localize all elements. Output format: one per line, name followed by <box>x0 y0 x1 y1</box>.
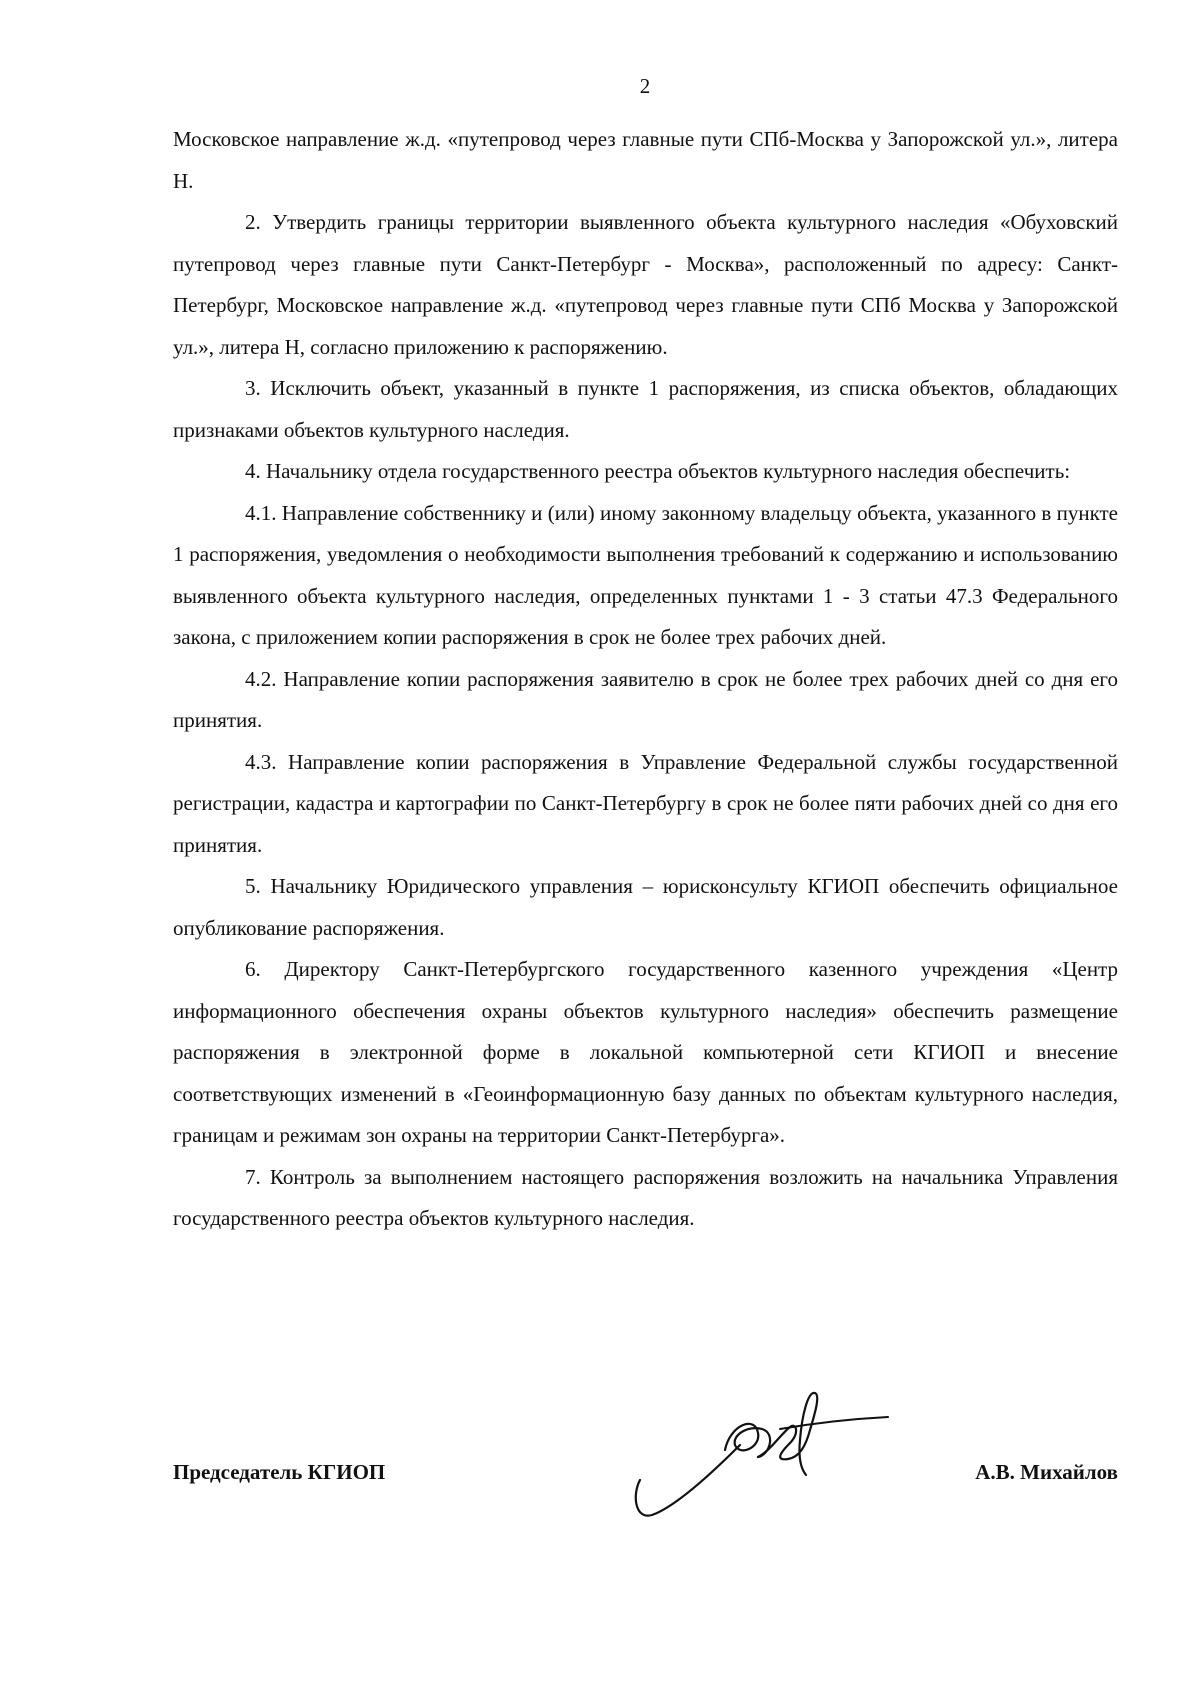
paragraph-item-2: 2. Утвердить границы территории выявленного объекта культурного наследия «Обуховский путепровод через главные пути Санкт-Петербург - Москва», расположенный по адресу: Санкт-Петербург, Московское направление ж.д. «путепровод через главные пути СПб Москва у Запорожской ул.», литера Н, согласно приложению к распоряжению. <box>173 210 1118 359</box>
paragraph-continuation: Московское направление ж.д. «путепровод через главные пути СПб-Москва у Запорожской ул.», литера Н. <box>173 127 1118 193</box>
paragraph-item-4-3: 4.3. Направление копии распоряжения в Управление Федеральной службы государственной регистрации, кадастра и картографии по Санкт-Петербургу в срок не более пяти рабочих дней со дня его принятия. <box>173 749 1118 857</box>
paragraph-item-4-1: 4.1. Направление собственнику и (или) иному законному владельцу объекта, указанного в пункте 1 распоряжения, уведомления о необходимости выполнения требований к содержанию и использованию выявленного объекта культурного наследия, определенных пунктами 1 - 3 статьи 47.3 Федерального закона, с приложением копии распоряжения в срок не более трех рабочих дней. <box>173 500 1118 649</box>
page-number: 2 <box>639 74 651 98</box>
paragraph-item-4-2: 4.2. Направление копии распоряжения заявителю в срок не более трех рабочих дней со дня его принятия. <box>173 666 1118 732</box>
signatory-position: Председатель КГИОП <box>173 1460 386 1484</box>
signature-block <box>173 1460 1118 1500</box>
paragraph-item-6: 6. Директору Санкт-Петербургского государственного казенного учреждения «Центр информационного обеспечения охраны объектов культурного наследия» обеспечить размещение распоряжения в электронной форме в локальной компьютерной сети КГИОП и внесение соответствующих изменений в «Геоинформационную базу данных по объектам культурного наследия, границам и режимам зон охраны на территории Санкт-Петербурга». <box>173 957 1118 1147</box>
paragraph-item-3: 3. Исключить объект, указанный в пункте 1 распоряжения, из списка объектов, обладающих признаками объектов культурного наследия. <box>173 376 1118 442</box>
signatory-name: А.В. Михайлов <box>975 1460 1118 1484</box>
paragraph-item-4: 4. Начальнику отдела государственного реестра объектов культурного наследия обеспечить: <box>245 459 1071 483</box>
paragraph-item-5: 5. Начальнику Юридического управления – юрисконсульту КГИОП обеспечить официальное опубликование распоряжения. <box>173 874 1118 940</box>
document-body <box>173 119 1118 1240</box>
paragraph-item-7: 7. Контроль за выполнением настоящего распоряжения возложить на начальника Управления государственного реестра объектов культурного наследия. <box>173 1164 1118 1230</box>
